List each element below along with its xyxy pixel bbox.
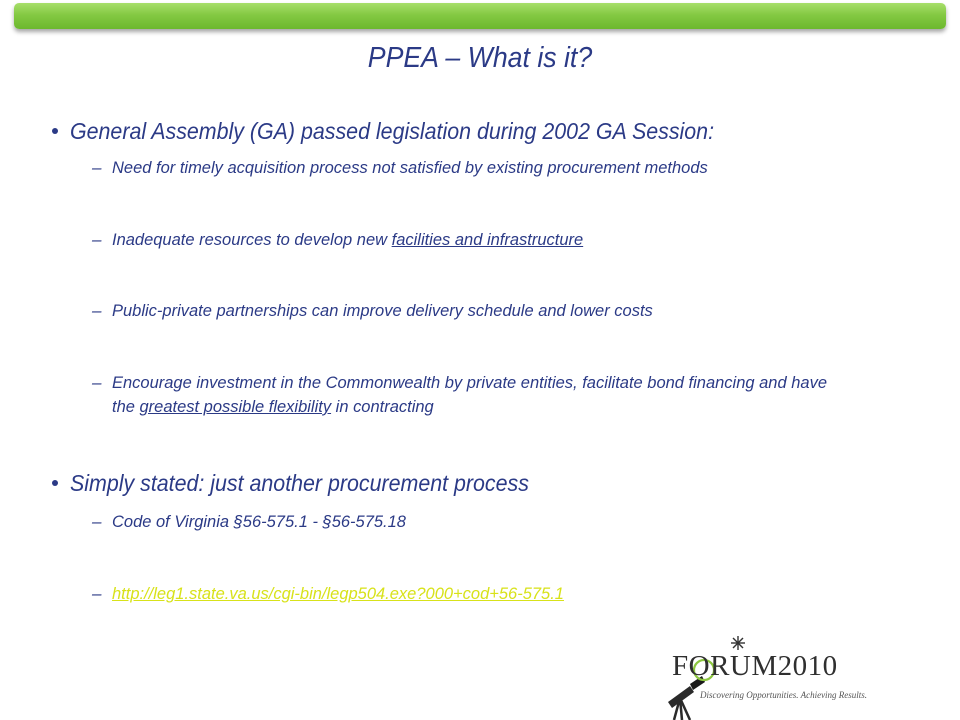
bullet-dot-icon — [52, 480, 58, 486]
sub-item-text-before: Inadequate resources to develop new — [112, 230, 392, 249]
dash-icon: – — [92, 512, 102, 531]
sub-item-text-after: in contracting — [331, 397, 434, 416]
underlined-phrase: greatest possible flexibility — [139, 397, 332, 416]
sub-item-text: Code of Virginia §56-575.1 - §56-575.18 — [112, 512, 406, 531]
sub-item-text: Public-private partnerships can improve delivery schedule and lower costs — [112, 301, 653, 320]
dash-icon: – — [92, 230, 102, 249]
sub-item-text — [112, 371, 849, 419]
underlined-phrase: facilities and infrastructure — [391, 230, 584, 249]
sub-item-text — [112, 228, 849, 252]
forum-2010-logo — [652, 632, 868, 720]
logo-wordmark: FORUM2010 — [672, 650, 838, 682]
bullet-text: General Assembly (GA) passed legislation during 2002 GA Session: — [70, 118, 715, 144]
legislation-link[interactable]: http://leg1.state.va.us/cgi-bin/legp504.exe?000+cod+56-575.1 — [112, 584, 564, 603]
dash-icon: – — [92, 584, 102, 603]
slide-title: PPEA – What is it? — [367, 42, 593, 74]
bullet-dot-icon — [52, 128, 58, 134]
sub-item-text: Need for timely acquisition process not satisfied by existing procurement methods — [112, 158, 708, 177]
dash-icon: – — [92, 301, 102, 320]
dash-icon: – — [92, 373, 102, 392]
star-icon — [731, 636, 745, 650]
sub-item-text-before: Encourage investment in the Commonwealth by private entities, facilitate bond financing and have the — [112, 373, 827, 416]
sub-item-link-wrapper — [112, 582, 849, 606]
logo-tagline: Discovering Opportunities. Achieving Results. — [700, 690, 868, 700]
bullet-text: Simply stated: just another procurement process — [70, 470, 529, 496]
dash-icon: – — [92, 158, 102, 177]
